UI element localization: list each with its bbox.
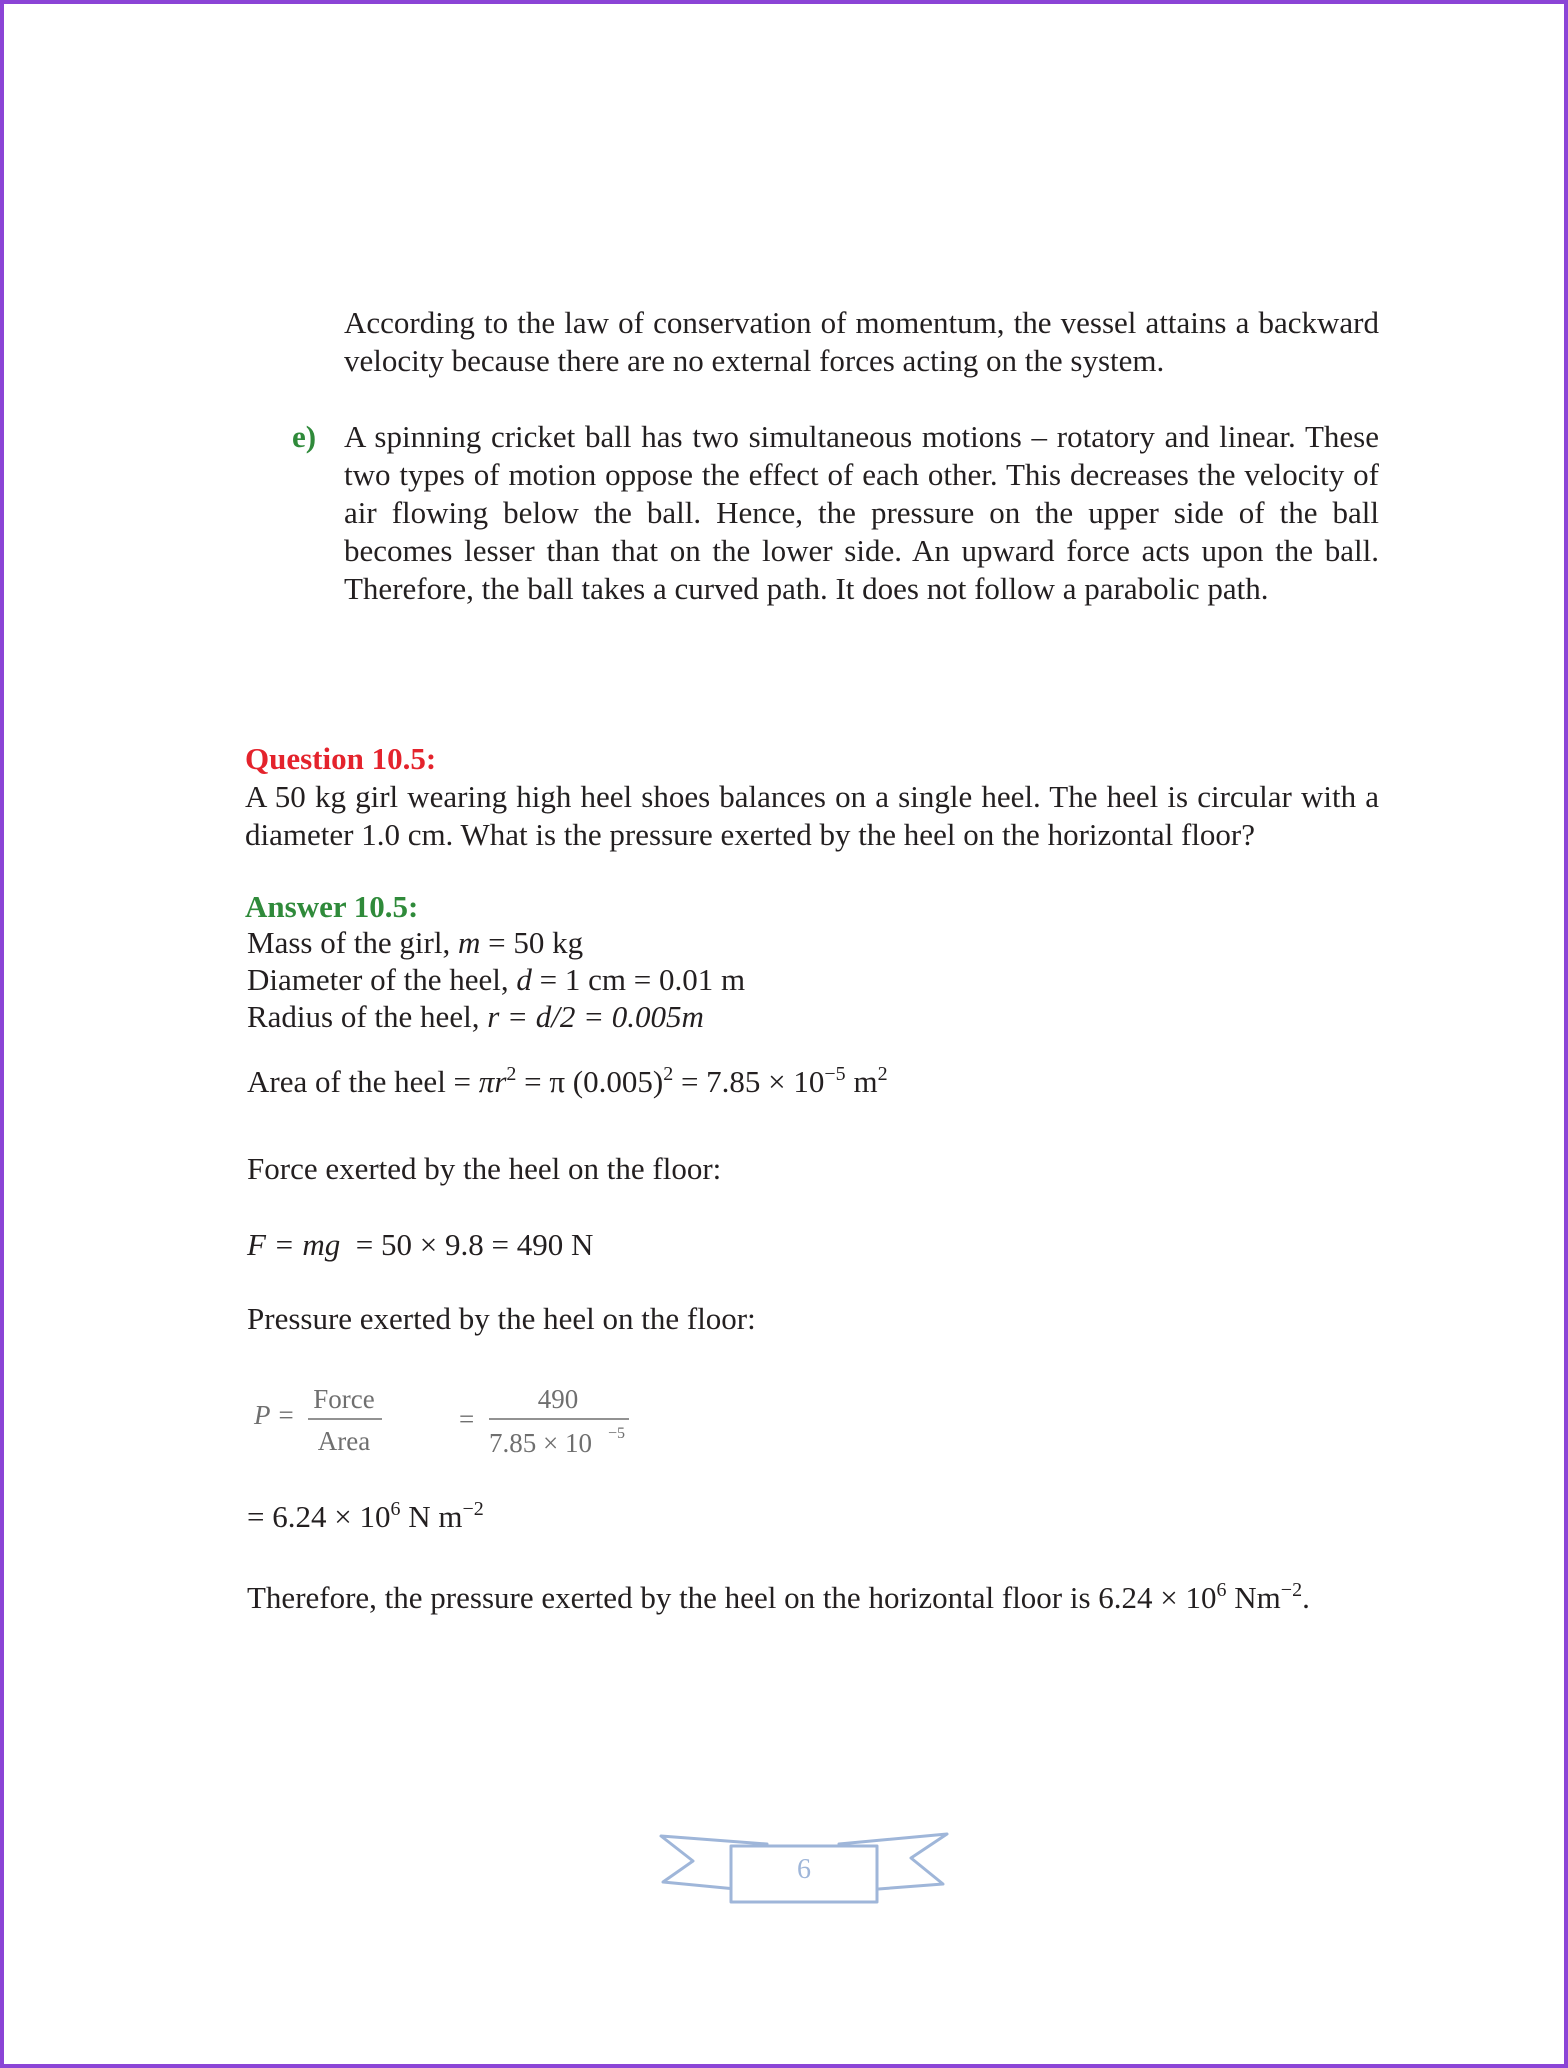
fraction2-denominator: 7.85 × 10 bbox=[489, 1428, 592, 1458]
conclusion-unit: Nm bbox=[1226, 1580, 1281, 1615]
conclusion-end: . bbox=[1302, 1580, 1310, 1615]
result-unit-exponent: −2 bbox=[462, 1498, 484, 1520]
fraction2-exponent: −5 bbox=[608, 1425, 626, 1442]
conclusion-line bbox=[247, 1579, 1310, 1617]
fraction-denominator: Area bbox=[317, 1426, 371, 1456]
pressure-fraction bbox=[244, 1374, 644, 1466]
fraction2-numerator: 490 bbox=[537, 1384, 579, 1414]
mass-label: Mass of the girl, bbox=[247, 925, 458, 960]
diameter-variable: d bbox=[516, 962, 532, 997]
force-variable: F = mg bbox=[247, 1227, 341, 1262]
mass-line bbox=[247, 924, 583, 962]
area-exponent-2: 2 bbox=[663, 1063, 674, 1085]
area-value: = 7.85 × 10 bbox=[673, 1064, 825, 1099]
list-marker: e) bbox=[292, 419, 317, 454]
conclusion-unit-exponent: −2 bbox=[1280, 1579, 1303, 1601]
question-heading: Question 10.5: bbox=[245, 741, 437, 776]
mass-variable: m bbox=[457, 925, 481, 960]
area-power: −5 bbox=[824, 1063, 846, 1085]
radius-value: = d/2 = 0.005m bbox=[499, 999, 704, 1034]
force-equation bbox=[247, 1226, 593, 1264]
conclusion-text: Therefore, the pressure exerted by the heel on the horizontal floor is 6.24 × 10 bbox=[247, 1580, 1217, 1615]
area-label: Area of the heel = bbox=[247, 1064, 479, 1099]
diameter-value: = 1 cm = 0.01 m bbox=[531, 962, 746, 997]
conclusion-exponent: 6 bbox=[1216, 1579, 1227, 1601]
area-exponent: 2 bbox=[506, 1063, 517, 1085]
list-item-text: A spinning cricket ball has two simultaneous motions – rotatory and linear. These two types of motion oppose the effect of each other. This decreases the velocity of air flowing below the ball. Hence, the pressure on the upper side of the ball becomes lesser than that on the lower side. An upward force acts upon the ball. Therefore, the ball takes a curved path. It does not follow a parabolic path. bbox=[344, 419, 1379, 606]
page-number: 6 bbox=[797, 1854, 811, 1885]
diameter-label: Diameter of the heel, bbox=[247, 962, 517, 997]
diameter-line bbox=[247, 961, 745, 999]
list-item-e bbox=[292, 418, 1379, 608]
mass-value: = 50 kg bbox=[480, 925, 584, 960]
answer-heading: Answer 10.5: bbox=[245, 889, 419, 924]
pressure-intro: Pressure exerted by the heel on the floor: bbox=[247, 1301, 756, 1336]
radius-variable: r bbox=[487, 999, 500, 1034]
result-value: = 6.24 × 10 bbox=[247, 1499, 391, 1534]
area-mid: = π (0.005) bbox=[516, 1064, 664, 1099]
force-value: = 50 × 9.8 = 490 N bbox=[340, 1227, 594, 1262]
result-exponent: 6 bbox=[390, 1498, 401, 1520]
page-footer bbox=[659, 1828, 949, 1914]
question-text: A 50 kg girl wearing high heel shoes balances on a single heel. The heel is circular with a diameter 1.0 cm. What is the pressure exerted by the heel on the horizontal floor? bbox=[245, 779, 1379, 852]
radius-label: Radius of the heel, bbox=[247, 999, 488, 1034]
radius-line bbox=[247, 998, 704, 1036]
fraction-numerator: Force bbox=[313, 1384, 375, 1414]
result-unit: N m bbox=[400, 1499, 463, 1534]
result-line bbox=[247, 1498, 484, 1536]
paragraph-momentum: According to the law of conservation of momentum, the vessel attains a backward velocity because there are no external forces acting on the system. bbox=[344, 305, 1379, 378]
area-unit-exponent: 2 bbox=[877, 1063, 888, 1085]
fraction-lhs: P = bbox=[254, 1400, 295, 1430]
force-intro: Force exerted by the heel on the floor: bbox=[247, 1151, 722, 1186]
area-line bbox=[247, 1063, 888, 1101]
area-unit: m bbox=[845, 1064, 878, 1099]
fraction-equals: = bbox=[459, 1404, 475, 1434]
area-pi-r: πr bbox=[478, 1064, 507, 1099]
